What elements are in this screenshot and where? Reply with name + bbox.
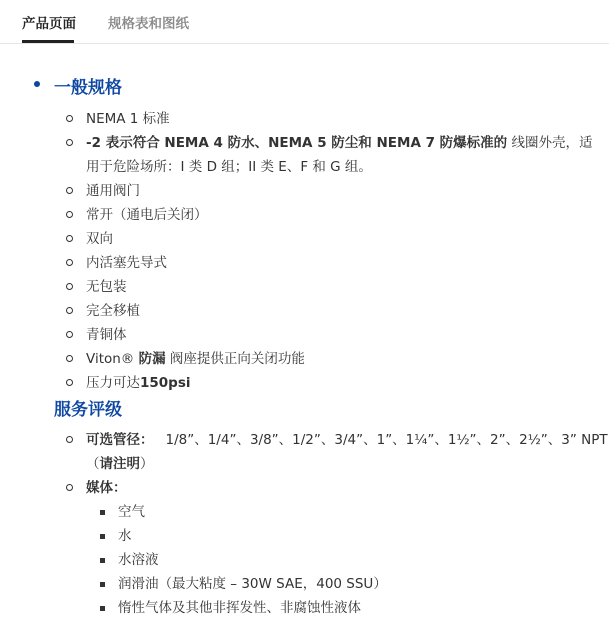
bullet-circle	[66, 235, 73, 242]
bullet-disc	[34, 81, 40, 87]
pipe-note-bold: 请注明	[99, 456, 140, 472]
list-item-general-valve: 通用阀门	[86, 183, 140, 199]
bullet-circle	[66, 187, 73, 194]
nema-rating-bold: -2 表示符合 NEMA 4 防水、NEMA 5 防尘和 NEMA 7 防爆标准的	[86, 135, 508, 151]
section-heading-service: 服务评级	[54, 400, 122, 420]
tab-product-page[interactable]: 产品页面	[22, 16, 76, 32]
viton-bold: 防漏	[138, 351, 166, 367]
bullet-circle	[66, 355, 73, 362]
bullet-square	[100, 558, 105, 563]
list-item-viton	[86, 349, 305, 369]
media-item-air: 空气	[118, 504, 145, 520]
pressure-pre: 压力可达	[86, 375, 140, 391]
bullet-circle	[66, 115, 73, 122]
bullet-circle	[66, 307, 73, 314]
bullet-circle	[66, 211, 73, 218]
viton-pre: Viton®	[86, 351, 139, 367]
pipe-note-close: ）	[140, 456, 154, 472]
list-item-nema-rating-cont: 用于危险场所：I 类 D 组；II 类 E、F 和 G 组。	[86, 159, 372, 175]
bullet-circle	[66, 139, 73, 146]
list-item-media-label: 媒体：	[86, 480, 127, 496]
bullet-circle	[66, 379, 73, 386]
list-item-pressure	[86, 373, 191, 393]
pipe-sizes-values: 1/8”、1/4”、3/8”、1/2”、3/4”、1”、1¼”、1½”、2”、2½”、3” NPT	[165, 432, 608, 448]
bullet-square	[100, 510, 105, 515]
bullet-circle	[66, 259, 73, 266]
nema-rating-rest: 线圈外壳，适	[507, 135, 593, 151]
media-item-water: 水	[118, 528, 132, 544]
tab-bar	[0, 0, 609, 44]
bullet-circle	[66, 436, 73, 443]
list-item-no-packing: 无包装	[86, 279, 127, 295]
list-item-normally-open: 常开（通电后关闭）	[86, 207, 208, 223]
list-item-piston: 内活塞先导式	[86, 255, 167, 271]
active-tab-indicator	[22, 40, 74, 43]
bullet-square	[100, 534, 105, 539]
viton-post: 阀座提供正向关闭功能	[165, 351, 305, 367]
list-item-nema-rating	[86, 133, 592, 153]
pressure-bold: 150psi	[140, 375, 191, 391]
list-item-bidirectional: 双向	[86, 231, 113, 247]
media-item-aqueous: 水溶液	[118, 552, 159, 568]
list-item-full-port: 完全移植	[86, 303, 140, 319]
list-item-pipe-sizes	[86, 430, 608, 450]
list-item-nema1: NEMA 1 标准	[86, 111, 170, 127]
pipe-note-open: （	[86, 456, 100, 472]
bullet-circle	[66, 484, 73, 491]
list-item-pipe-note	[86, 454, 154, 474]
list-item-bronze: 青铜体	[86, 327, 127, 343]
pipe-sizes-label: 可选管径：	[86, 432, 154, 448]
section-heading-general: 一般规格	[54, 78, 122, 98]
bullet-circle	[66, 331, 73, 338]
bullet-circle	[66, 283, 73, 290]
media-item-inert-gas: 惰性气体及其他非挥发性、非腐蚀性液体	[118, 600, 361, 616]
bullet-square	[100, 582, 105, 587]
bullet-square	[100, 606, 105, 611]
tab-spec-sheets[interactable]: 规格表和图纸	[108, 16, 189, 32]
media-item-oil: 润滑油（最大粘度 – 30W SAE，400 SSU）	[118, 576, 387, 592]
